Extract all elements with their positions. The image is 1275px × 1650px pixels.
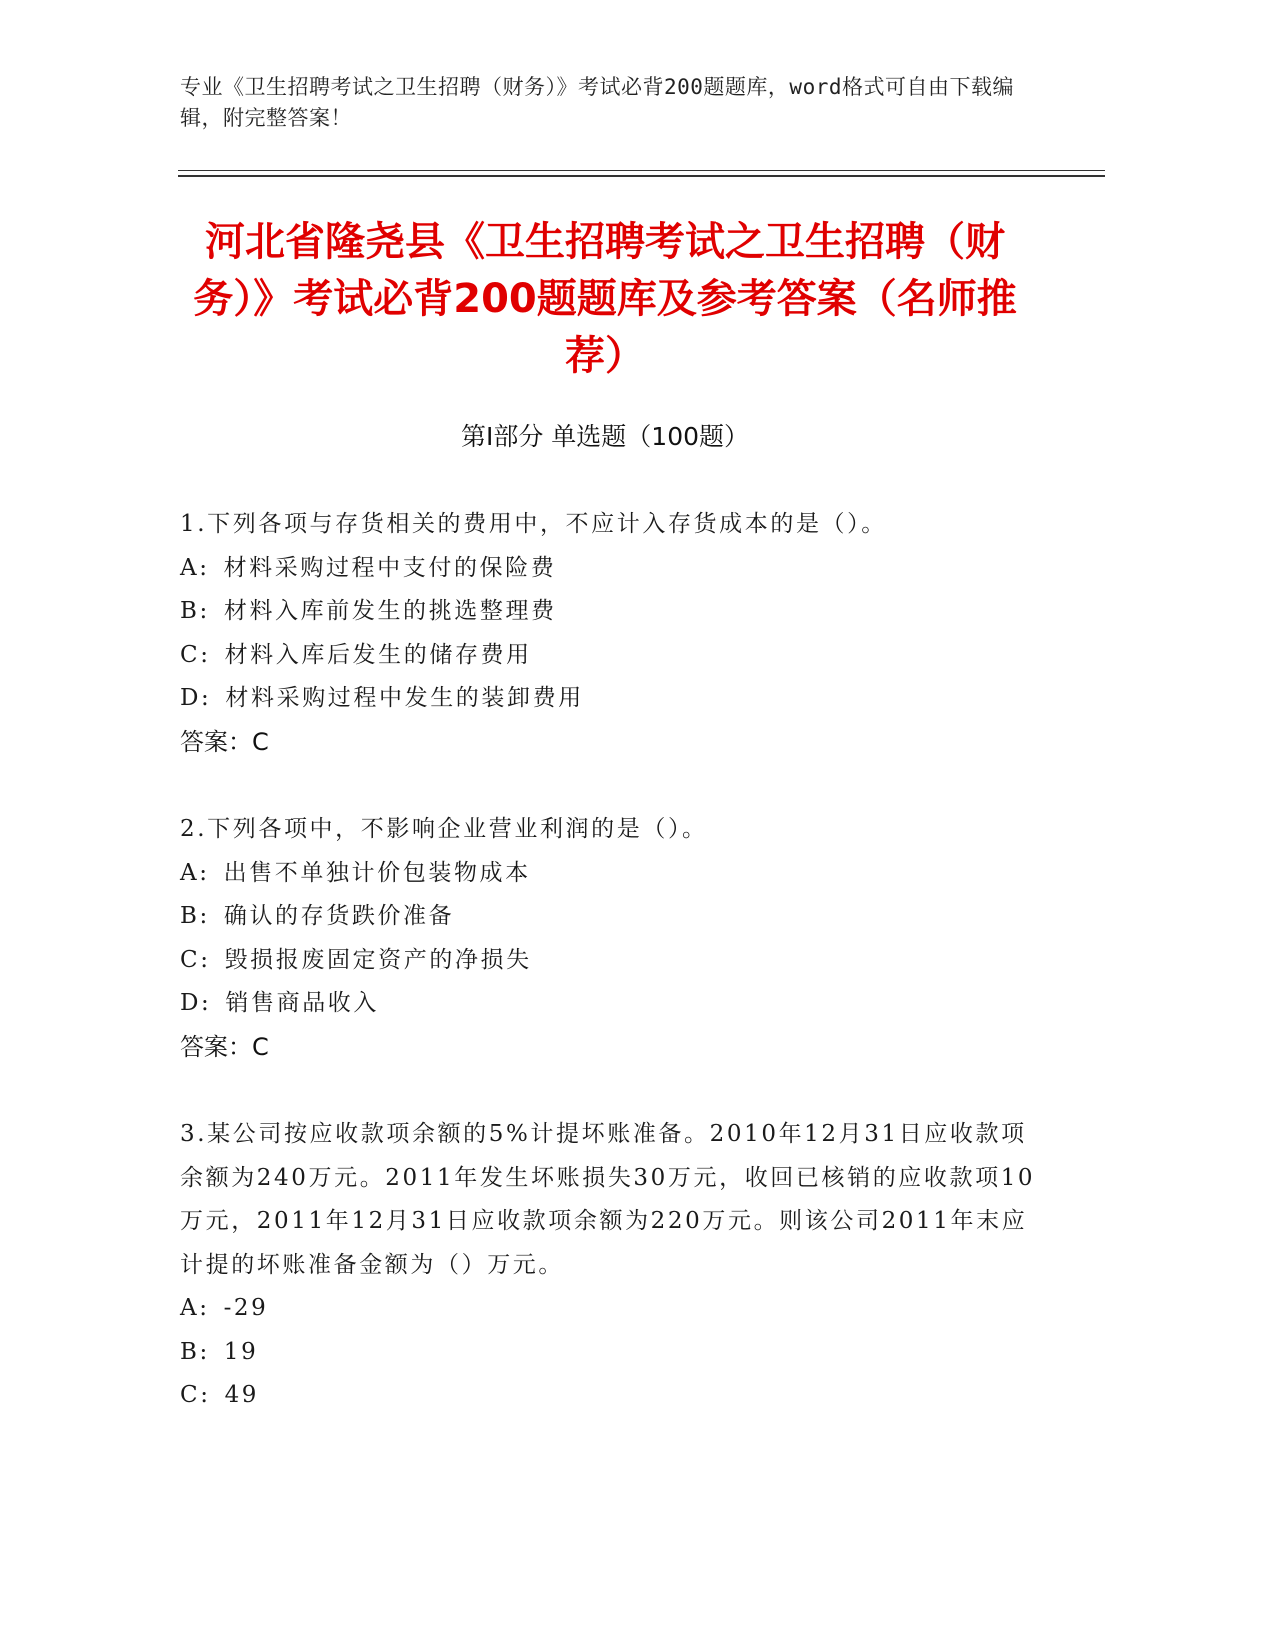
question-stem: 1.下列各项与存货相关的费用中，不应计入存货成本的是（）。 <box>180 511 887 537</box>
answer: 答案：C <box>180 727 269 756</box>
option-key: C: <box>180 641 211 668</box>
header-divider-thin <box>178 170 1105 171</box>
option-text: 19 <box>223 1338 259 1365</box>
option-b <box>180 1331 1040 1375</box>
question-1 <box>180 503 1060 764</box>
option-text: 材料采购过程中发生的装卸费用 <box>225 685 584 711</box>
option-text: 出售不单独计价包装物成本 <box>223 859 531 886</box>
option-text: 毁损报废固定资产的净损失 <box>224 946 532 973</box>
option-key: D: <box>180 990 212 1016</box>
option-d <box>180 982 1060 1026</box>
option-text: 确认的存货跌价准备 <box>223 903 455 929</box>
document-title: 河北省隆尧县《卫生招聘考试之卫生招聘（财务）》考试必背200题题库及参考答案（名师推荐） <box>193 219 1017 379</box>
option-b <box>180 895 1060 939</box>
question-2 <box>180 808 1060 1069</box>
option-text: -29 <box>223 1295 269 1321</box>
option-key: C: <box>180 1382 211 1408</box>
option-text: 销售商品收入 <box>225 990 379 1016</box>
option-a <box>180 1287 1040 1331</box>
section-heading: 第Ⅰ部分 单选题（100题） <box>460 422 750 451</box>
option-b <box>180 590 1060 634</box>
option-key: A: <box>180 554 210 581</box>
option-a <box>180 852 1060 896</box>
option-key: A: <box>180 859 210 886</box>
option-c <box>180 1374 1040 1418</box>
question-stem: 2.下列各项中，不影响企业营业利润的是（）。 <box>180 816 708 842</box>
option-text: 材料采购过程中支付的保险费 <box>223 554 557 581</box>
option-key: B: <box>180 903 210 929</box>
option-text: 材料入库前发生的挑选整理费 <box>223 598 557 624</box>
option-text: 材料入库后发生的储存费用 <box>224 641 532 668</box>
option-key: D: <box>180 685 212 711</box>
option-key: B: <box>180 598 210 624</box>
answer: 答案：C <box>180 1032 269 1061</box>
header-note: 专业《卫生招聘考试之卫生招聘（财务）》考试必背200题题库，word格式可自由下载编辑，附完整答案！ <box>180 75 1014 130</box>
option-c <box>180 939 1060 983</box>
question-3 <box>180 1113 1040 1418</box>
option-key: A: <box>180 1295 210 1321</box>
option-key: B: <box>180 1338 210 1365</box>
question-stem: 3.某公司按应收款项余额的5%计提坏账准备。2010年12月31日应收款项余额为240万元。2011年发生坏账损失30万元，收回已核销的应收款项10万元，2011年12月31日应收款项余额为220万元。则该公司2011年末应计提的坏账准备金额为（）万元。 <box>180 1121 1036 1278</box>
option-text: 49 <box>224 1382 260 1408</box>
option-c <box>180 634 1060 678</box>
option-a <box>180 547 1060 591</box>
option-d <box>180 677 1060 721</box>
header-divider-thick <box>178 175 1105 177</box>
option-key: C: <box>180 946 211 973</box>
